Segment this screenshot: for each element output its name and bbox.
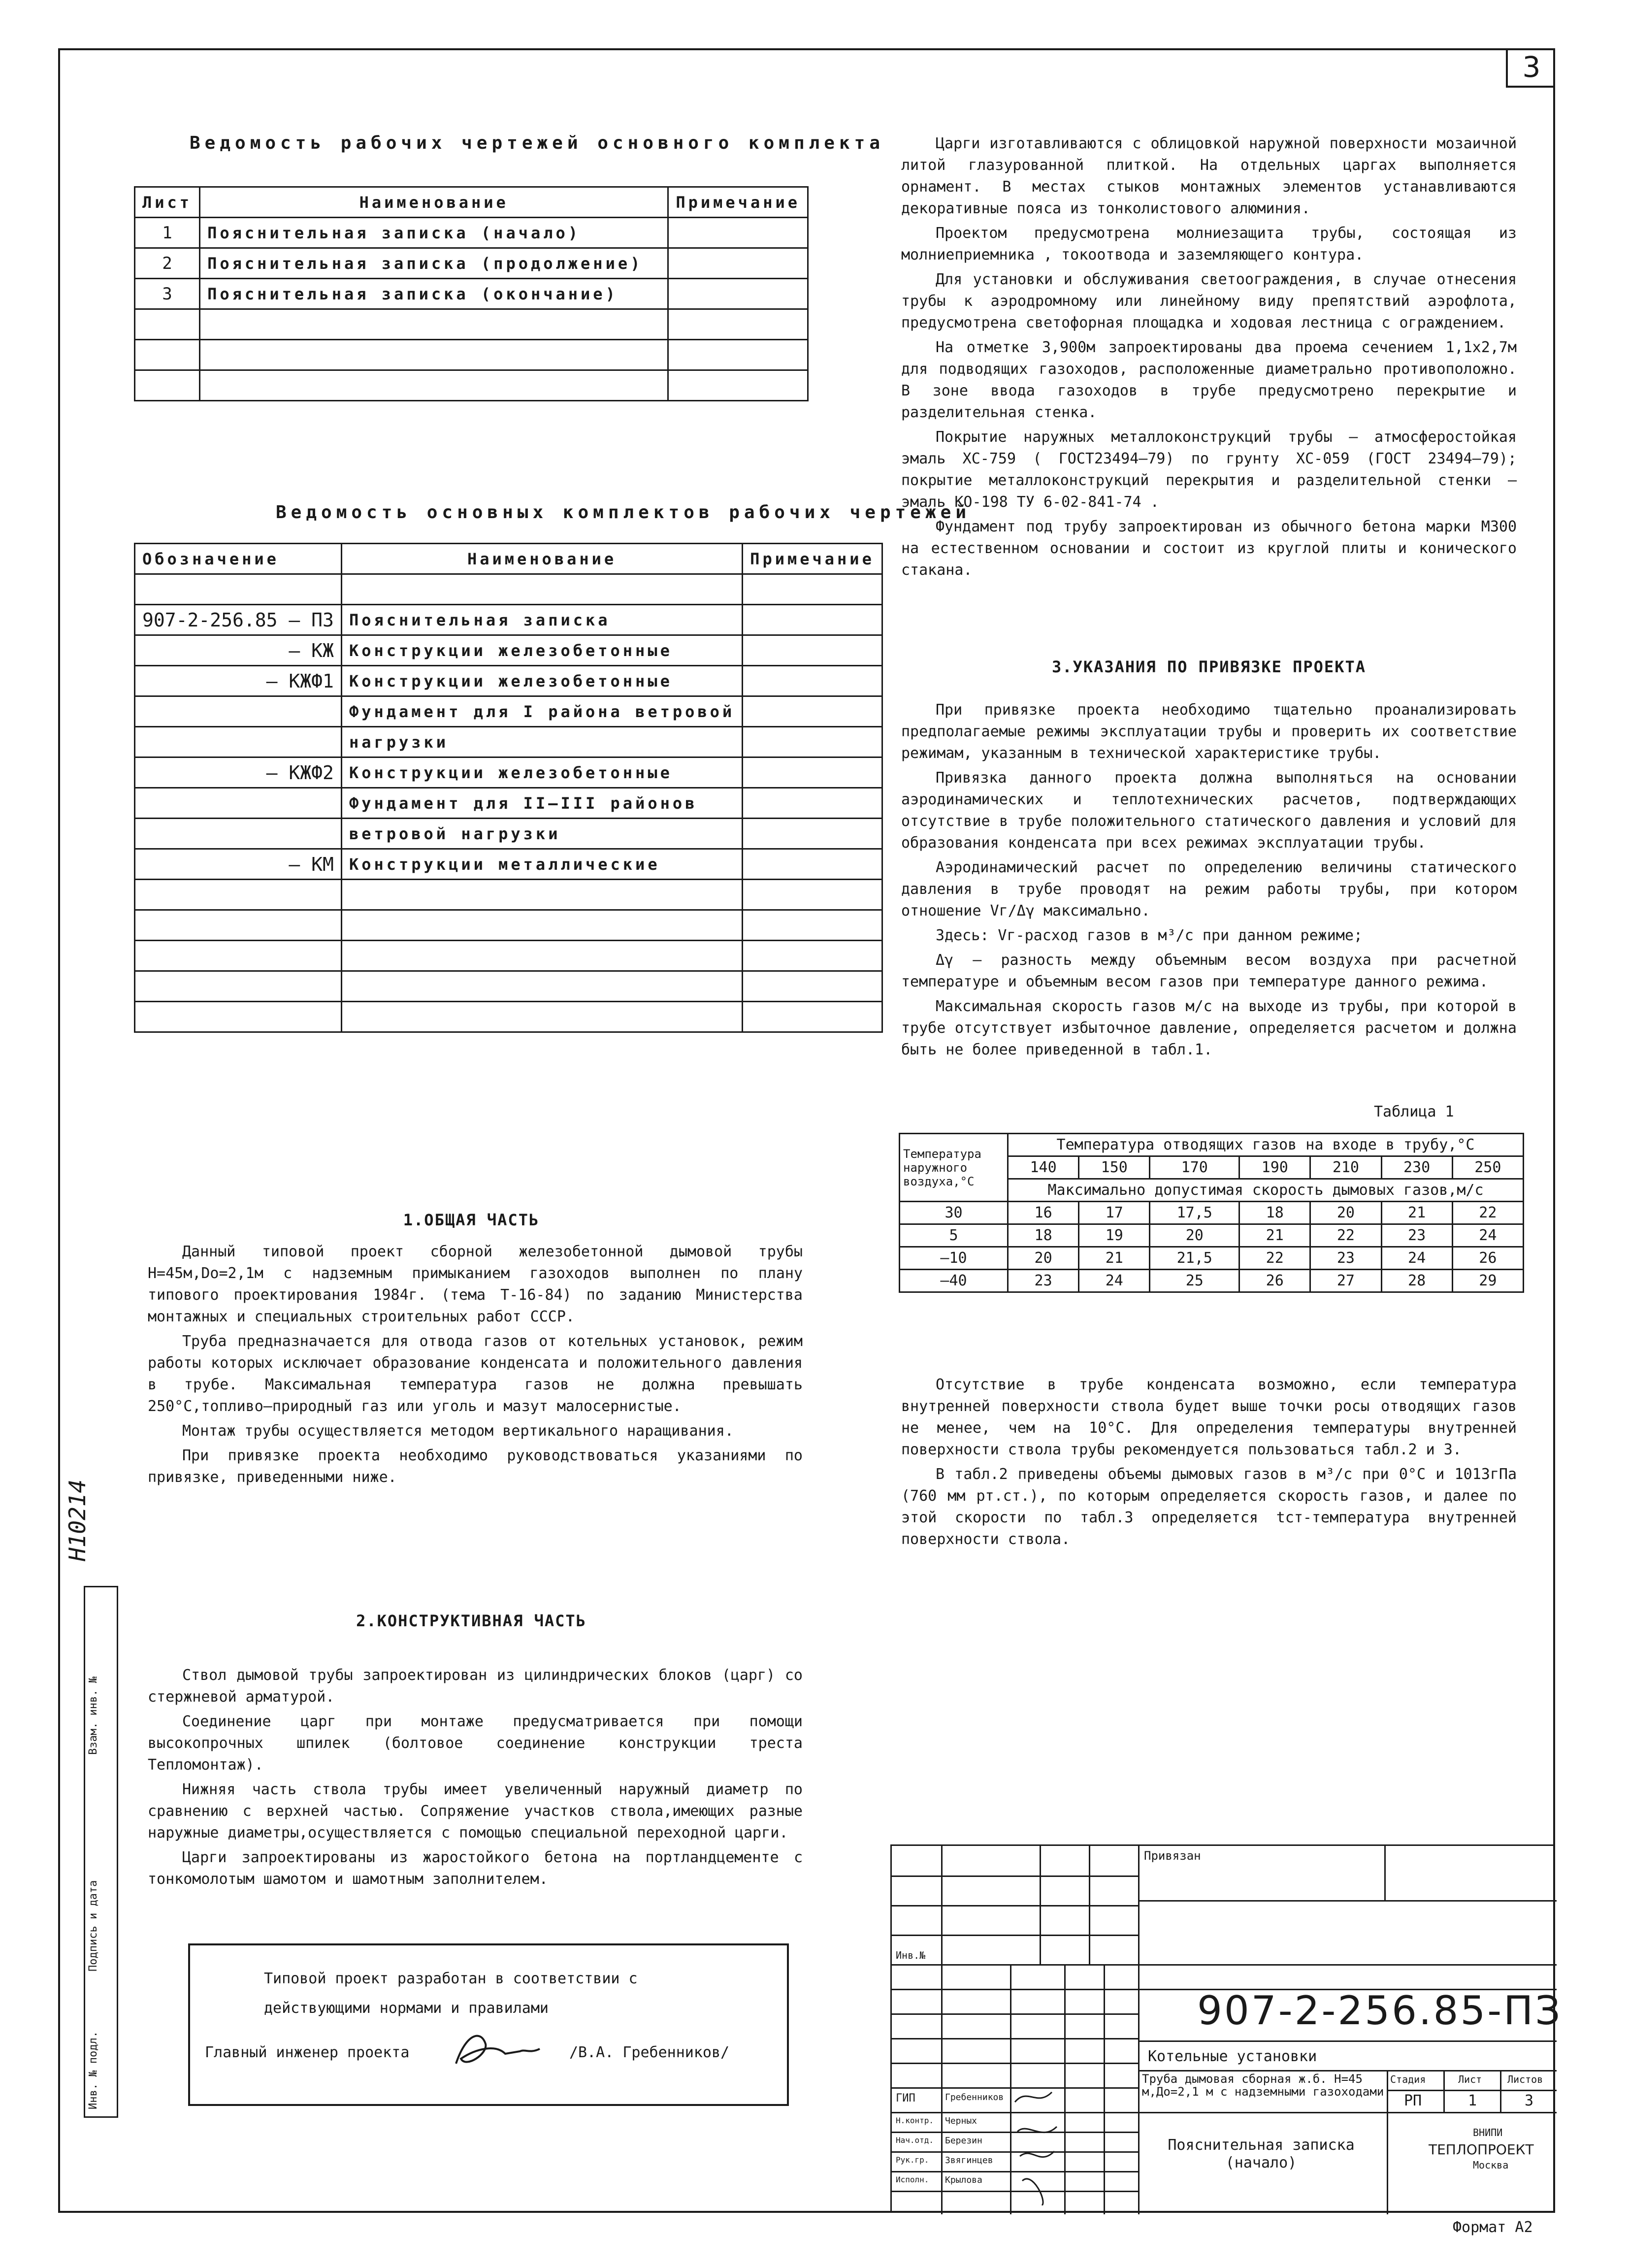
table-row (135, 309, 808, 340)
section2-text (148, 1665, 803, 1893)
gas-temp: 190 (1239, 1156, 1310, 1179)
table-row (135, 696, 882, 727)
paragraph: Отсутствие в трубе конденсата возможно, если температура внутренней поверхности ствола будет выше точки росы отводящих газов не менее, чем на 10°С. Для определения температуры внутренней поверхности ствола трубы рекомендуется пользоваться табл.2 и 3. (901, 1376, 1517, 1458)
cell-note (668, 248, 808, 279)
cell-note (743, 849, 882, 880)
cell-name (341, 574, 742, 605)
velocity-cell: 21,5 (1150, 1247, 1239, 1270)
table-row (135, 605, 882, 635)
table-row (900, 1247, 1524, 1270)
cell-name (341, 910, 742, 941)
velocity-cell: 19 (1079, 1224, 1150, 1247)
cell-note (668, 370, 808, 401)
drawings-list-table (134, 186, 809, 401)
paragraph: Аэродинамический расчет по определению величины статического давления в трубе проводят на режим работы трубы, при котором отношение Vг/Δγ максимально. (901, 859, 1517, 920)
cell-code (135, 941, 342, 971)
section2-heading: 2.КОНСТРУКТИВНАЯ ЧАСТЬ (356, 1611, 586, 1630)
table-row (135, 910, 882, 941)
docs-list-table (134, 543, 883, 1033)
velocity-cell: 21 (1079, 1247, 1150, 1270)
document-code: 907-2-256.85-ПЗ (1197, 1988, 1563, 2034)
table-row (135, 279, 808, 309)
velocity-cell: 18 (1239, 1202, 1310, 1224)
person-name: Звягинцев (945, 2155, 993, 2166)
temperature-table (899, 1133, 1524, 1293)
velocity-cell: 23 (1008, 1270, 1079, 1292)
cell-name: Пояснительная записка (341, 605, 742, 635)
velocity-cell: 26 (1239, 1270, 1310, 1292)
gas-temp: 170 (1150, 1156, 1239, 1179)
velocity-cell: 24 (1452, 1224, 1523, 1247)
approval-stamp (188, 1943, 789, 2106)
inv-label: Инв.№ (896, 1949, 926, 1961)
cell-code (135, 1002, 342, 1032)
org-line1: ВНИПИ (1473, 2127, 1503, 2138)
cell-code (135, 910, 342, 941)
cell-code: – КЖФ1 (135, 666, 342, 696)
sheets-value: 3 (1525, 2092, 1534, 2109)
cell-note (743, 574, 882, 605)
person-name: Крылова (945, 2175, 982, 2185)
velocity-cell: 17,5 (1150, 1202, 1239, 1224)
side-label-sign: Подпись и дата (87, 1880, 99, 1972)
cell-name: Пояснительная записка (начало) (200, 218, 668, 248)
format-label: Формат А2 (1453, 2219, 1533, 2236)
side-inventory: Н10214 (64, 1479, 91, 1561)
cell-note (743, 880, 882, 910)
gas-temp: 150 (1079, 1156, 1150, 1179)
person-role: Исполн. (896, 2175, 929, 2184)
cell-code: – КЖФ2 (135, 757, 342, 788)
table-row (135, 941, 882, 971)
air-temp: –10 (900, 1247, 1008, 1270)
signature-icon (446, 2024, 545, 2078)
paragraph: На отметке 3,900м запроектированы два проема сечением 1,1х2,7м для подводящих газоходов, расположенные диаметрально противоположно. В зоне ввода газоходов в трубе предусмотрено перекрытие и разделительная стенка. (901, 339, 1517, 421)
air-temp: 30 (900, 1202, 1008, 1224)
cell-note (743, 605, 882, 635)
applied-label: Привязан (1144, 1849, 1201, 1863)
velocity-cell: 27 (1310, 1270, 1381, 1292)
person-role: Н.контр. (896, 2116, 934, 2125)
paragraph: Проектом предусмотрена молниезащита трубы, состоящая из молниеприемника , токоотвода и заземляющего контура. (901, 225, 1517, 263)
cell-note (668, 279, 808, 309)
person-role: Нач.отд. (896, 2136, 934, 2145)
table-header-row (900, 1134, 1524, 1156)
cell-name (200, 370, 668, 401)
table-row (900, 1224, 1524, 1247)
cell-note (743, 1002, 882, 1032)
stage-label: Стадия (1390, 2073, 1426, 2085)
cell-name (341, 880, 742, 910)
engineer-name: /В.А. Гребенников/ (569, 2044, 730, 2061)
paragraph: Максимальная скорость газов м/с на выходе из трубы, при которой в трубе отсутствует избыточное давление, определяется расчетом и должна быть не более приведенной в табл.1. (901, 998, 1517, 1058)
cell-note (743, 757, 882, 788)
cell-note (668, 309, 808, 340)
velocity-cell: 16 (1008, 1202, 1079, 1224)
section1-heading: 1.ОБЩАЯ ЧАСТЬ (403, 1211, 540, 1229)
description: Труба дымовая сборная ж.б. Н=45 м,Дo=2,1 м с надземными газоходами (1142, 2072, 1384, 2099)
section3-text (901, 699, 1517, 1064)
paragraph: Покрытие наружных металлоконструкций трубы – атмосферостойкая эмаль ХС-759 ( ГОСТ23494–79) по грунту ХС-059 (ГОСТ 23494–79); покрытие металлоконструкций перекрытия и разделительной стенки – эмаль КО-198 ТУ 6-02-841-74 . (901, 428, 1517, 511)
paragraph: Ствол дымовой трубы запроектирован из цилиндрических блоков (царг) со стержневой арматурой. (148, 1667, 803, 1706)
paragraph: Для установки и обслуживания светоограждения, в случае отнесения трубы к аэродромному или линейному виду препятствий аэрофлота, предусмотрена светофорная площадка и ходовая лестница с ограждением. (901, 271, 1517, 331)
table-header-row (135, 544, 882, 574)
cell-name: ветровой нагрузки (341, 819, 742, 849)
cell-name: Конструкции железобетонные (341, 635, 742, 666)
cell-code (135, 574, 342, 605)
gas-temp: 210 (1310, 1156, 1381, 1179)
table-row (135, 340, 808, 370)
sheet-number: 3 (1506, 48, 1555, 88)
header-code: Обозначение (135, 544, 342, 574)
cell-name: Пояснительная записка (продолжение) (200, 248, 668, 279)
velocity-cell: 22 (1452, 1202, 1523, 1224)
cell-note (743, 941, 882, 971)
section3-heading: 3.УКАЗАНИЯ ПО ПРИВЯЗКЕ ПРОЕКТА (1052, 657, 1366, 676)
header-note: Примечание (668, 187, 808, 218)
sheet-label: Лист (1458, 2073, 1482, 2085)
cell-code (135, 819, 342, 849)
table-row (900, 1270, 1524, 1292)
stamp-line2: действующими нормами и правилами (264, 2000, 549, 2017)
velocity-cell: 29 (1452, 1270, 1523, 1292)
header-name: Наименование (200, 187, 668, 218)
sheets-label: Листов (1507, 2073, 1543, 2085)
cell-note (743, 910, 882, 941)
paragraph: Данный типовой проект сборной железобетонной дымовой трубы Н=45м,Do=2,1м с надземным примыканием газоходов выполнен по плану типового проектирования 1984г. (тема Т-16-84) по заданию Министерства монтажных и специальных строительных работ СССР. (148, 1243, 803, 1325)
person-role: Рук.гр. (896, 2155, 929, 2165)
paragraph: При привязке проекта необходимо руководствоваться указаниями по привязке, приведенными ниже. (148, 1447, 803, 1486)
table-row (135, 971, 882, 1002)
cell-sheet: 1 (135, 218, 200, 248)
velocity-cell: 21 (1239, 1224, 1310, 1247)
table-row (135, 880, 882, 910)
cell-note (743, 819, 882, 849)
cell-name: Фундамент для I района ветровой (341, 696, 742, 727)
cell-name (341, 971, 742, 1002)
stamp-line1: Типовой проект разработан в соответствии с (264, 1970, 638, 1987)
cell-name: Конструкции металлические (341, 849, 742, 880)
table-caption: Таблица 1 (1374, 1103, 1454, 1120)
table-row (135, 849, 882, 880)
docs-list-title: Ведомость основных комплектов рабочих чертежей (276, 502, 971, 523)
cell-note (743, 727, 882, 757)
paragraph: Труба предназначается для отвода газов от котельных установок, режим работы которых исключает образование конденсата и положительного давления в трубе. Максимальная температура газов не должна превышать 250°С,топливо–природный газ или уголь и мазут малосернистые. (148, 1333, 803, 1415)
cell-code (135, 727, 342, 757)
category: Котельные установки (1148, 2048, 1317, 2065)
paragraph: Царги изготавливаются с облицовкой наружной поверхности мозаичной литой глазурованной плиткой. На отдельных царгах выполняется орнамент. В местах стыков монтажных элементов устанавливаются декоративные пояса из тонколистового алюминия. (901, 135, 1517, 217)
cell-code (135, 696, 342, 727)
cell-sheet: 3 (135, 279, 200, 309)
cell-name: Фундамент для II–III районов (341, 788, 742, 819)
paragraph: Монтаж трубы осуществляется методом вертикального наращивания. (182, 1422, 734, 1440)
cell-sheet (135, 309, 200, 340)
cell-name (341, 1002, 742, 1032)
cell-name (341, 941, 742, 971)
cell-name: Пояснительная записка (окончание) (200, 279, 668, 309)
engineer-label: Главный инженер проекта (205, 2044, 410, 2061)
cell-sheet (135, 370, 200, 401)
signature-icon (1012, 2087, 1064, 2205)
paragraph: При привязке проекта необходимо тщательно проанализировать предполагаемые режимы эксплуатации трубы и проверить их соответствие режимам, указанным в технической характеристике трубы. (901, 701, 1517, 762)
velocity-cell: 22 (1310, 1224, 1381, 1247)
cell-name: Конструкции железобетонные (341, 666, 742, 696)
cell-note (743, 696, 882, 727)
cell-note (668, 340, 808, 370)
gas-temp: 250 (1452, 1156, 1523, 1179)
cell-name (200, 309, 668, 340)
table-row (135, 727, 882, 757)
org-line3: Москва (1473, 2159, 1509, 2171)
drawings-list-title: Ведомость рабочих чертежей основного комплекта (190, 133, 884, 153)
person-role: ГИП (896, 2092, 915, 2104)
air-temp: 5 (900, 1224, 1008, 1247)
header-sheet: Лист (135, 187, 200, 218)
side-label-replace: Взам. инв. № (87, 1676, 99, 1755)
air-temp: –40 (900, 1270, 1008, 1292)
cell-note (743, 971, 882, 1002)
gas-temp: 230 (1381, 1156, 1452, 1179)
doc-title: Пояснительная записка (начало) (1168, 2137, 1355, 2171)
paragraph: Δγ – разность между объемным весом воздуха при расчетной температуре и объемным весом газов при температуре данного режима. (901, 952, 1517, 990)
cell-code (135, 971, 342, 1002)
velocity-cell: 17 (1079, 1202, 1150, 1224)
paragraph: В табл.2 приведены объемы дымовых газов в м³/с при 0°С и 1013гПа (760 мм рт.ст.), по которым определяется скорость газов, и далее по этой скорости по табл.3 определяется tст-температура внутренней поверхности ствола. (901, 1466, 1517, 1548)
table-row (135, 218, 808, 248)
cell-note (743, 788, 882, 819)
table-row (135, 248, 808, 279)
table-row (135, 819, 882, 849)
person-name: Гребенников (945, 2092, 1004, 2103)
velocity-cell: 20 (1008, 1247, 1079, 1270)
header-note: Примечание (743, 544, 882, 574)
table-header-row (135, 187, 808, 218)
cell-sheet: 2 (135, 248, 200, 279)
cell-note (743, 635, 882, 666)
paragraph: Здесь: Vг-расход газов в м³/с при данном режиме; (936, 927, 1363, 944)
paragraph: Фундамент под трубу запроектирован из обычного бетона марки М300 на естественном основании и состоит из круглой плиты и конического стакана. (901, 518, 1517, 579)
table-row (135, 574, 882, 605)
velocity-cell: 23 (1381, 1224, 1452, 1247)
title-block (890, 1844, 1563, 2213)
cell-name: Конструкции железобетонные (341, 757, 742, 788)
right-text (901, 133, 1517, 584)
paragraph: Соединение царг при монтаже предусматривается при помощи высокопрочных шпилек (болтовое соединение конструкции треста Тепломонтаж). (148, 1713, 803, 1774)
gas-temp-header: Температура отводящих газов на входе в трубу,°С (1008, 1134, 1524, 1156)
side-label-inv: Инв. № подл. (87, 2031, 99, 2109)
table-row (135, 635, 882, 666)
cell-code (135, 788, 342, 819)
person-name: Черных (945, 2116, 977, 2126)
velocity-cell: 25 (1150, 1270, 1239, 1292)
table-row (135, 757, 882, 788)
cell-sheet (135, 340, 200, 370)
paragraph: Царги запроектированы из жаростойкого бетона на портландцементе с тонкомолотым шамотом и шамотным заполнителем. (148, 1849, 803, 1888)
velocity-cell: 28 (1381, 1270, 1452, 1292)
section1-text (148, 1241, 803, 1491)
velocity-header: Максимально допустимая скорость дымовых газов,м/с (1008, 1179, 1524, 1202)
paragraph: Привязка данного проекта должна выполняться на основании аэродинамических и теплотехнических расчетов, подтверждающих отсутствие в трубе положительного статического давления и условий для образования конденсата при всех режимах эксплуатации трубы. (901, 769, 1517, 852)
cell-note (668, 218, 808, 248)
table-row (135, 666, 882, 696)
velocity-cell: 21 (1381, 1202, 1452, 1224)
cell-code: – КЖ (135, 635, 342, 666)
table-row (135, 370, 808, 401)
velocity-cell: 24 (1079, 1270, 1150, 1292)
velocity-cell: 23 (1310, 1247, 1381, 1270)
cell-code (135, 880, 342, 910)
velocity-cell: 24 (1381, 1247, 1452, 1270)
cell-code: – КМ (135, 849, 342, 880)
corner-header: Температура наружного воздуха,°С (900, 1134, 1008, 1202)
cell-code: 907-2-256.85 – ПЗ (135, 605, 342, 635)
stage-value: РП (1404, 2092, 1422, 2109)
velocity-cell: 20 (1310, 1202, 1381, 1224)
sheet-value: 1 (1468, 2092, 1477, 2109)
gas-temp: 140 (1008, 1156, 1079, 1179)
velocity-cell: 18 (1008, 1224, 1079, 1247)
velocity-cell: 22 (1239, 1247, 1310, 1270)
table-row (900, 1202, 1524, 1224)
velocity-cell: 20 (1150, 1224, 1239, 1247)
cell-name: нагрузки (341, 727, 742, 757)
header-name: Наименование (341, 544, 742, 574)
section3-after-text (901, 1374, 1517, 1553)
paragraph: Нижняя часть ствола трубы имеет увеличенный наружный диаметр по сравнению с верхней частью. Сопряжение участков ствола,имеющих разные наружные диаметры,осуществляется с помощью специальной переходной царги. (148, 1781, 803, 1841)
table-row (135, 788, 882, 819)
table-row (135, 1002, 882, 1032)
cell-note (743, 666, 882, 696)
side-strip (84, 1586, 118, 2118)
cell-name (200, 340, 668, 370)
velocity-cell: 26 (1452, 1247, 1523, 1270)
org-line2: ТЕПЛОПРОЕКТ (1429, 2141, 1534, 2158)
person-name: Березин (945, 2136, 982, 2146)
